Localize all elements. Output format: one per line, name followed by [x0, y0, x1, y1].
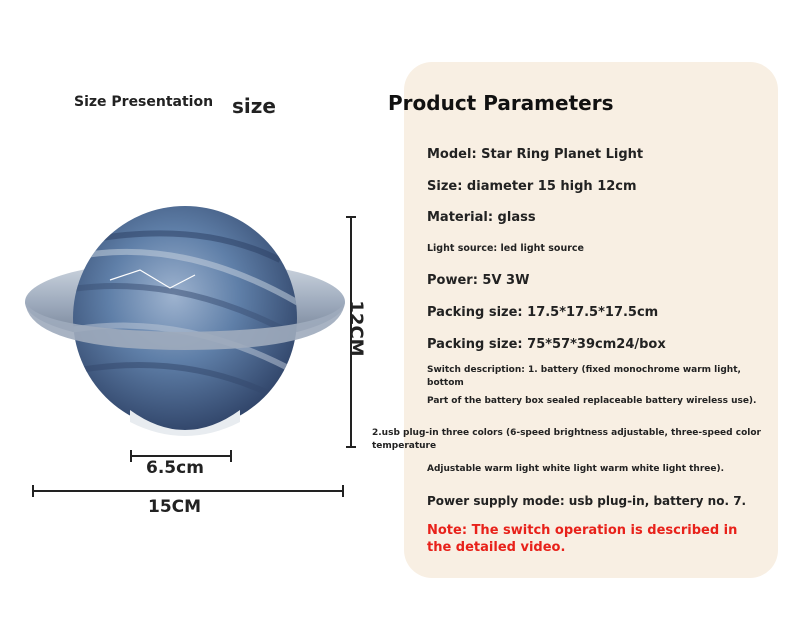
- param-usb: 2.usb plug-in three colors (6-speed brightness adjustable, three-speed color temperature: [372, 428, 761, 451]
- param-power-supply: Power supply mode: usb plug-in, battery no. 7.: [427, 494, 747, 508]
- param-power: Power: 5V 3W: [427, 273, 530, 288]
- param-switch-description: Switch description: 1. battery (fixed monochrome warm light, bottom: [427, 365, 741, 388]
- param-packing-size: Packing size: 17.5*17.5*17.5cm: [427, 305, 659, 320]
- planet-lamp-image: [20, 200, 350, 470]
- param-size: Size: diameter 15 high 12cm: [427, 179, 637, 194]
- param-material: Material: glass: [427, 210, 536, 225]
- param-light-source: Light source: led light source: [427, 243, 584, 254]
- param-adjustable: Adjustable warm light white light warm white light three).: [427, 464, 725, 474]
- diameter-dimension-line: [32, 484, 344, 498]
- diameter-label: 15CM: [148, 497, 202, 517]
- parameters-title: Product Parameters: [388, 91, 614, 115]
- height-label: 12CM: [345, 300, 367, 357]
- switch-note: Note: The switch operation is described in the detailed video.: [427, 523, 738, 555]
- base-label: 6.5cm: [146, 458, 204, 478]
- param-model: Model: Star Ring Planet Light: [427, 147, 644, 162]
- param-packing-box: Packing size: 75*57*39cm24/box: [427, 337, 666, 352]
- param-battery-box: Part of the battery box sealed replaceable battery wireless use).: [427, 396, 757, 406]
- size-heading: size: [232, 94, 276, 118]
- size-presentation-label: Size Presentation: [74, 94, 214, 110]
